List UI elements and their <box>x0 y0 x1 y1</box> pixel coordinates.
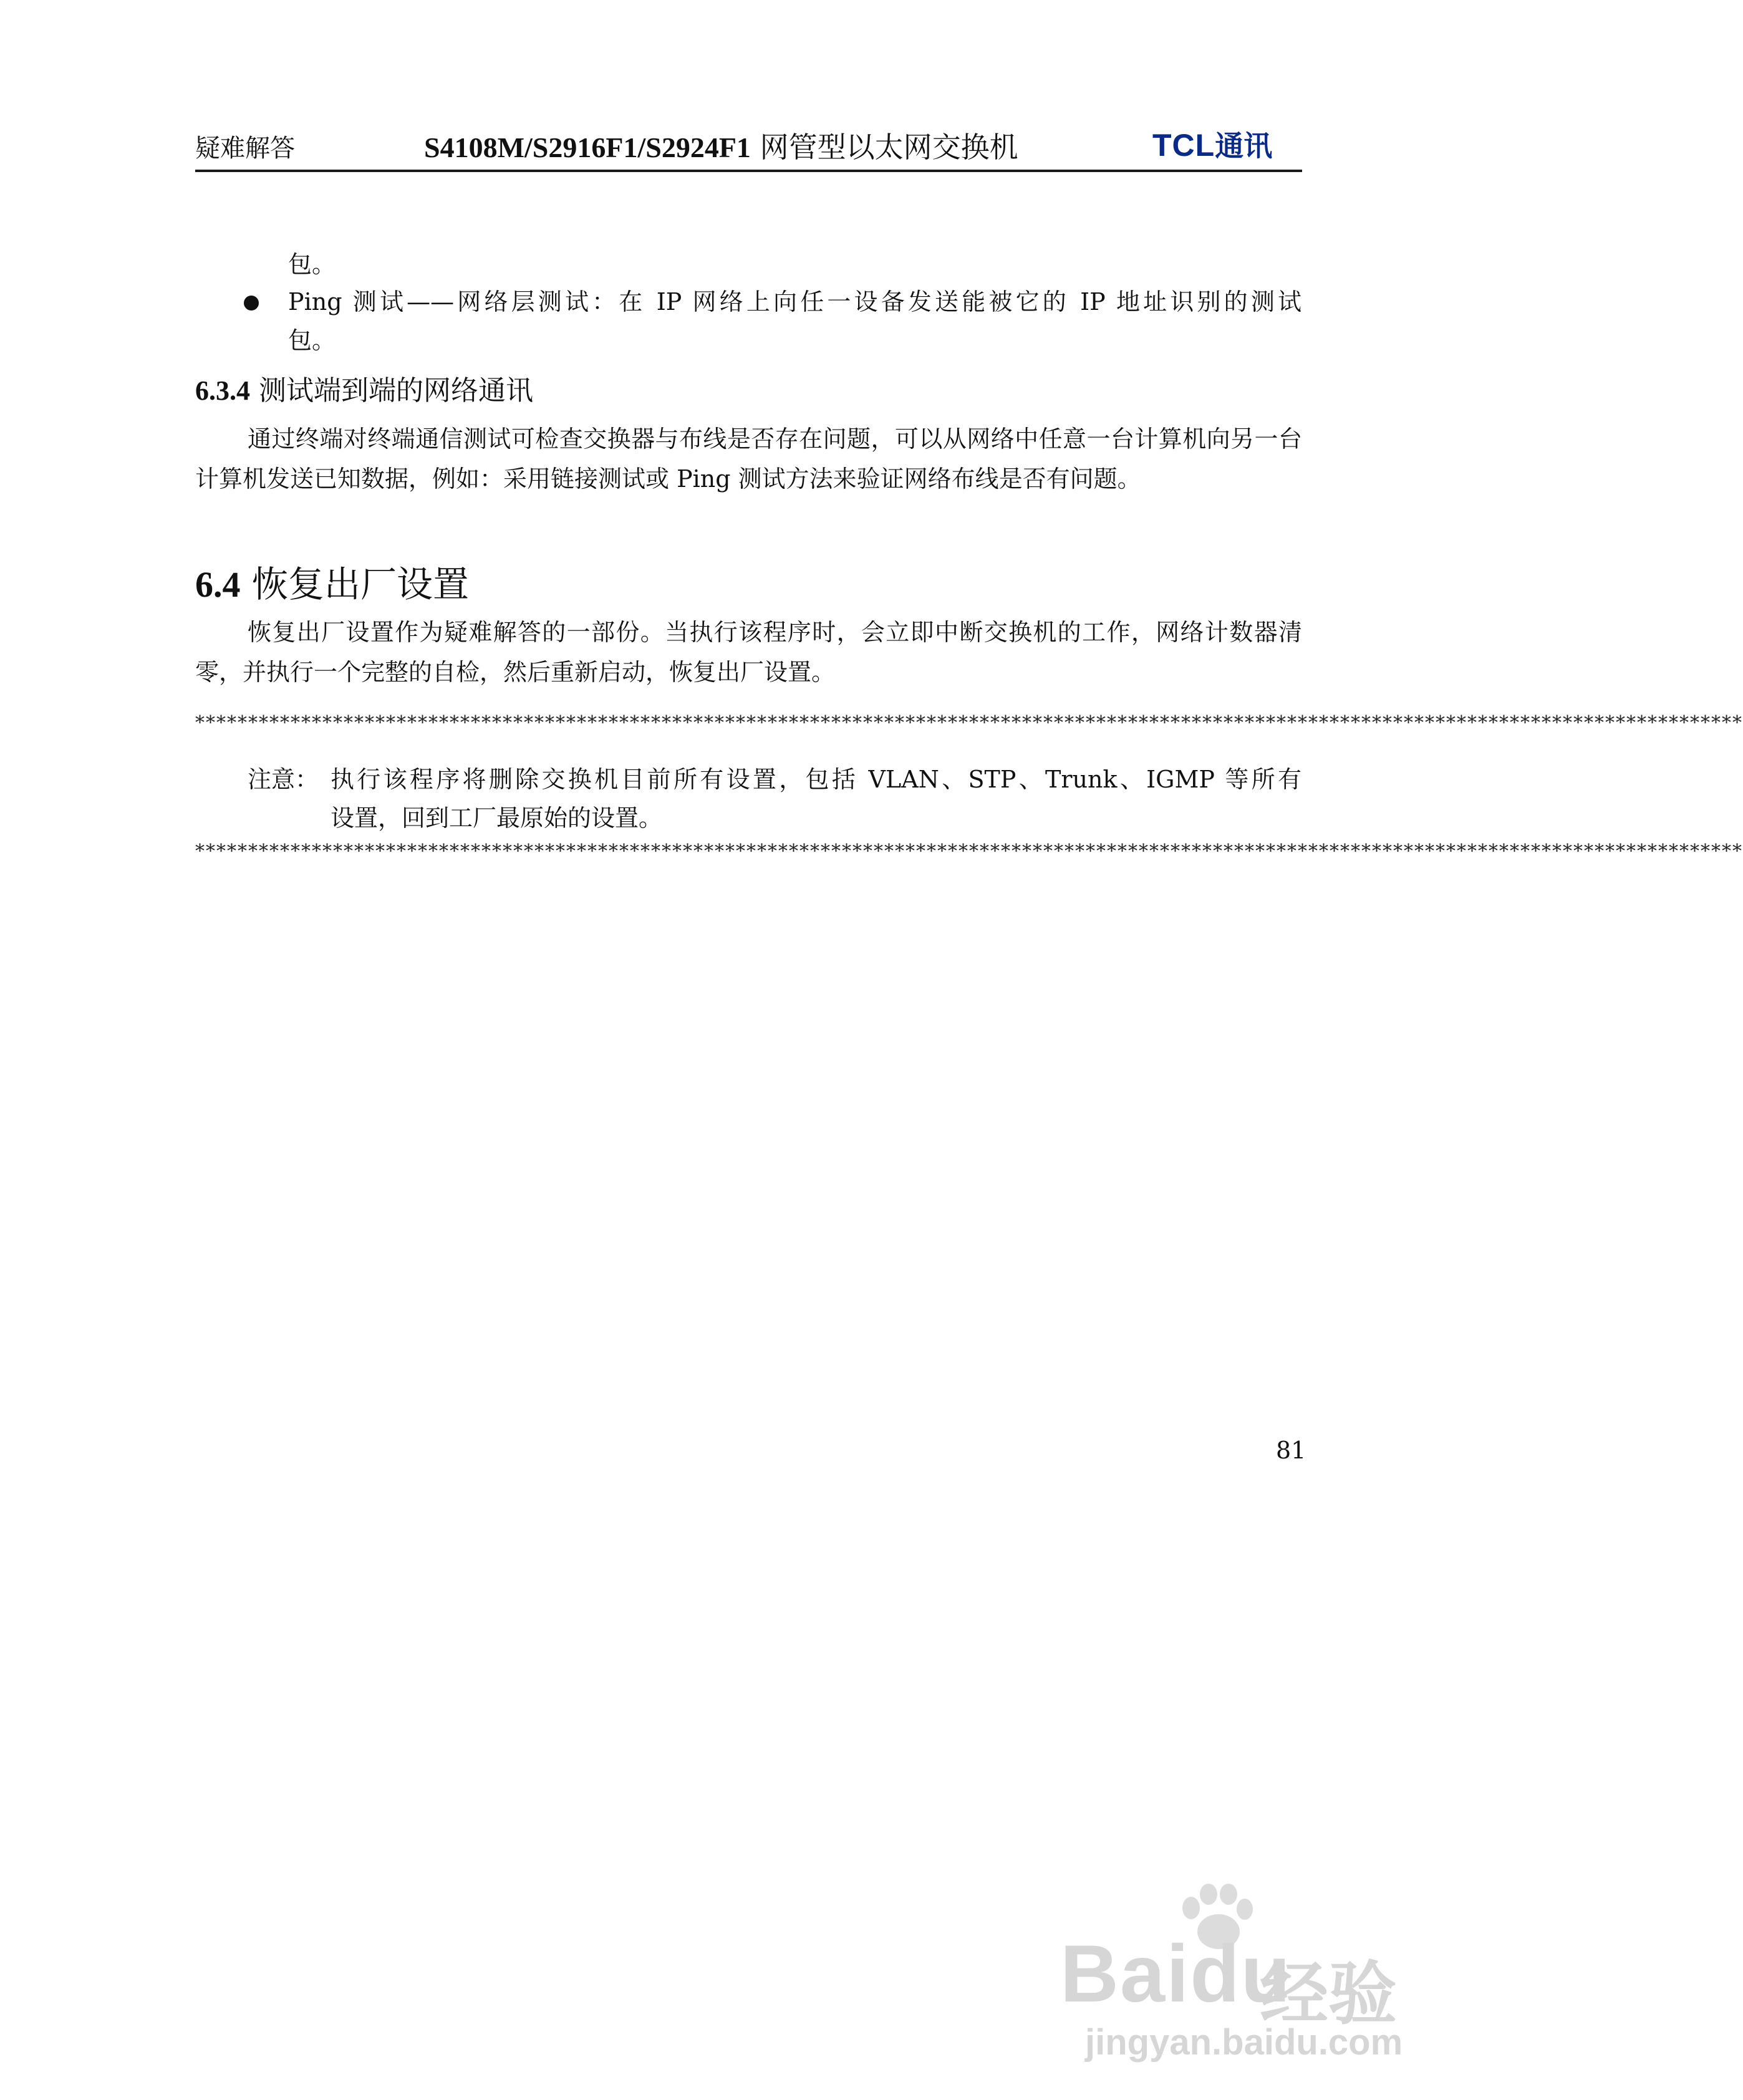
header-divider <box>195 170 1302 172</box>
section-title: 恢复出厂设置 <box>251 563 469 605</box>
baidu-watermark <box>1054 1877 1428 2064</box>
note-label: 注意： <box>248 766 319 793</box>
note-line-1: 执行该程序将删除交换机目前所有设置，包括 VLAN、STP、Trunk、IGMP 等所有 <box>331 766 1301 793</box>
bullet-icon <box>244 296 259 311</box>
watermark-brand-1: Bai <box>1060 1928 1190 2019</box>
separator-top: ************************************************************************************************************************************************** <box>195 712 1743 734</box>
header-section-label: 疑难解答 <box>195 134 295 163</box>
tcl-logo <box>1152 123 1272 165</box>
header-model: S4108M/S2916F1/S2924F1 <box>424 132 751 163</box>
logo-cn: 通讯 <box>1215 130 1273 162</box>
watermark-brand-cn: 经验 <box>1260 1956 1397 2033</box>
section-number: 6.3.4 <box>195 375 250 406</box>
bullet-line-1: Ping 测试——网络层测试：在 IP 网络上向任一设备发送能被它的 IP 地址识别的测试 <box>288 288 1301 315</box>
section-title: 测试端到端的网络通讯 <box>259 375 533 407</box>
note-line-2: 设置，回到工厂最原始的设置。 <box>331 804 663 832</box>
bullet-line-2: 包。 <box>288 327 336 354</box>
section-heading-6-3-4 <box>195 368 533 408</box>
section-paragraph: 通过终端对终端通信测试可检查交换器与布线是否存在问题，可以从网络中任意一台计算机向另一台计算机发送已知数据，例如：采用链接测试或 Ping 测试方法来验证网络布线是否有问题。 <box>195 425 1302 493</box>
section-paragraph: 恢复出厂设置作为疑难解答的一部份。当执行该程序时，会立即中断交换机的工作，网络计数器清零，并执行一个完整的自检，然后重新启动，恢复出厂设置。 <box>195 619 1302 686</box>
header-title <box>424 125 1018 166</box>
section-heading-6-4 <box>195 555 469 607</box>
header-product: 网管型以太网交换机 <box>760 130 1018 164</box>
section-number: 6.4 <box>195 564 241 605</box>
continuation-text: 包。 <box>288 251 336 278</box>
watermark-brand-2: du <box>1190 1928 1292 2019</box>
separator-bottom: ************************************************************************************************************************************************** <box>195 840 1743 862</box>
logo-latin: TCL <box>1152 128 1215 163</box>
watermark-url: jingyan.baidu.com <box>1085 2022 1403 2063</box>
page-number: 81 <box>1276 1437 1306 1464</box>
watermark-brand <box>1060 1927 1292 2020</box>
